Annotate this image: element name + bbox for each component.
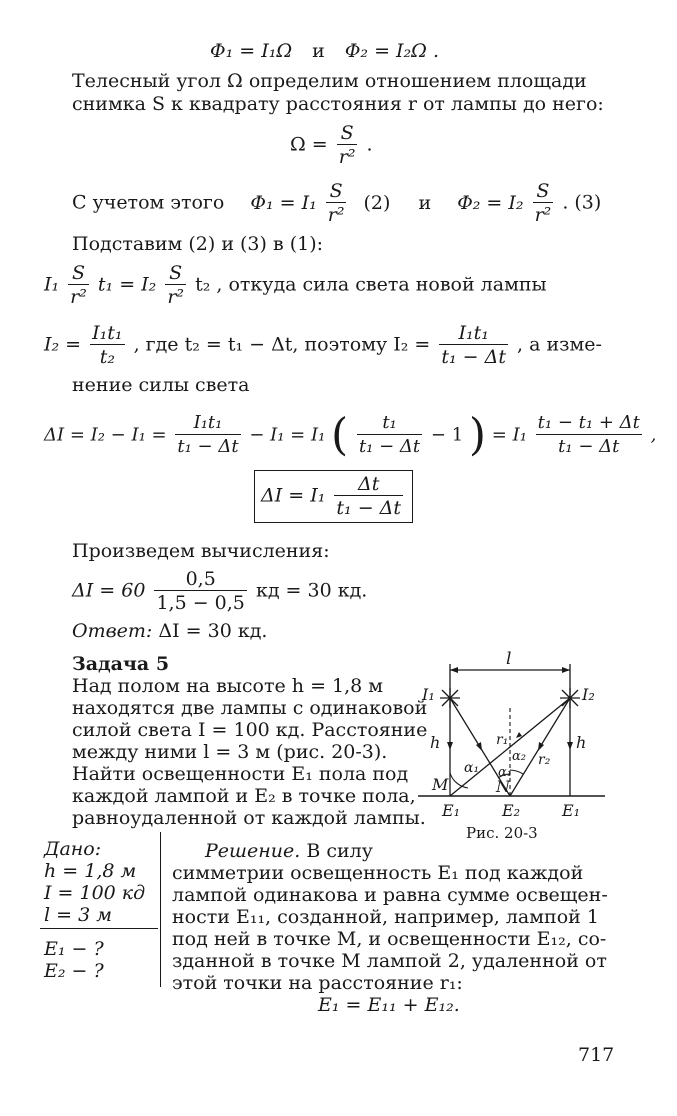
eq-top (210, 40, 439, 62)
solution-formula: E₁ = E₁₁ + E₁₂. (318, 994, 460, 1016)
label-h-right: h (576, 733, 587, 752)
eq-delta-num3: t₁ − t₁ + Δt (537, 412, 640, 433)
para-solid-angle-line2: снимка S к квадрату расстояния r от лампы до него: (72, 93, 604, 115)
label-i2: I₂ (582, 685, 595, 704)
substitute-text: Подставим (2) и (3) в (1): (72, 233, 324, 255)
boxed-result (254, 470, 413, 523)
eq-delta: ΔI = I₂ − I₁ = $\frac{\text{I₁t₁}}{\text{t₁ − Δt}}$ − I₁ = I₁ ( $\frac{\text{t₁}}{\text{t₁ − Δt}}$ − 1 ) = I₁ $\frac{\text{t₁ − t₁ + Δt}}{\text{t₁ − Δt}}$ , (44, 409, 657, 461)
label-n: N (496, 777, 510, 796)
para-solid-angle-line1: Телесный угол Ω определим отношением площади (72, 70, 587, 92)
change-text: нение силы света (72, 374, 250, 396)
boxed-lhs: ΔI = I₁ (261, 484, 326, 507)
problem-line: силой света I = 100 кд. Расстояние (72, 719, 428, 741)
eq-delta-eq: = I₁ (491, 424, 527, 446)
calc-lhs: ΔI = 60 (72, 579, 146, 602)
omega-num: S (340, 122, 354, 144)
eq-delta-den2: t₁ − Δt (358, 436, 421, 457)
label-h-left: h (430, 733, 441, 752)
eq-i-b: t₁ = I₂ (97, 273, 157, 296)
eq-i-frac2 (165, 262, 186, 309)
given-title: Дано: (44, 838, 102, 860)
label-e1-left: E₁ (442, 801, 461, 820)
problem-line: Над полом на высоте h = 1,8 м (72, 675, 384, 697)
solution-first: В силу (306, 840, 373, 862)
eq-i (44, 262, 547, 309)
boxed-den: t₁ − Δt (336, 497, 402, 519)
with-this-text: С учетом этого (72, 191, 225, 214)
label-m: M (432, 775, 449, 794)
eq-delta-frac3 (536, 412, 642, 459)
eq-i2-frac2 (439, 322, 508, 369)
find-item: E₁ − ? (44, 938, 104, 960)
eq-i-num1: S (72, 262, 86, 284)
label-r2: r₂ (538, 752, 551, 768)
answer-value: ΔI = 30 кд. (158, 620, 268, 642)
with-this-label2: (2) (363, 191, 391, 214)
eq-delta-frac1 (175, 412, 240, 459)
with-this-and: и (418, 191, 432, 214)
eq-i2-num2: I₁t₁ (458, 322, 489, 344)
eq-i-den1: r² (70, 286, 87, 308)
solution-line: зданной в точке M лампой 2, удаленной от (172, 950, 607, 972)
eq-i2-mid: , где t₂ = t₁ − Δt, поэтому I₂ = (133, 333, 431, 356)
with-this-frac2 (533, 180, 554, 227)
with-this-num2: S (536, 180, 550, 202)
eq-top-left: Φ₁ = I₁Ω (210, 40, 293, 62)
calc-formula (72, 568, 367, 615)
eq-i2-tail: , а изме- (517, 333, 602, 356)
eq-i2 (44, 322, 602, 369)
label-r1: r₁ (496, 732, 509, 748)
with-this-den1: r² (327, 204, 345, 226)
eq-i2-den1: t₂ (90, 344, 124, 369)
with-this-den2: r² (534, 204, 552, 226)
boxed-frac (334, 473, 403, 520)
label-i1: I₁ (422, 685, 435, 704)
calc-num: 0,5 (185, 568, 216, 590)
with-this-phi1: Φ₁ = I₁ (250, 191, 317, 214)
eq-top-and: и (312, 40, 325, 62)
label-e2: E₂ (502, 801, 521, 820)
with-this-num1: S (329, 180, 343, 202)
label-e1-right: E₁ (562, 801, 581, 820)
given-vertical-divider (160, 832, 161, 987)
label-alpha1: α₁ (464, 760, 480, 776)
calc-den: 1,5 − 0,5 (156, 592, 245, 614)
eq-i2-frac1 (90, 322, 124, 369)
problem-line: Найти освещенности E₁ пола под (72, 763, 409, 785)
omega-fraction (337, 122, 358, 169)
with-this-phi2: Φ₂ = I₂ (457, 191, 524, 214)
calc-frac (154, 568, 246, 615)
with-this-line (72, 180, 601, 227)
figure-caption: Рис. 20-3 (466, 824, 538, 842)
problem-line: равноудаленной от каждой лампы. (72, 807, 426, 829)
eq-i-a: I₁ (44, 273, 60, 296)
eq-delta-tail: , (650, 424, 657, 446)
label-alpha1b: α₁ (498, 765, 512, 780)
calc-tail: кд = 30 кд. (255, 579, 368, 602)
eq-delta-num1: I₁t₁ (193, 412, 223, 433)
problem-line: находятся две лампы с одинаковой (72, 697, 428, 719)
eq-delta-lhs: ΔI = I₂ − I₁ = (44, 424, 167, 446)
answer-label: Ответ: (72, 620, 153, 642)
eq-i2-num1: I₁t₁ (92, 322, 123, 344)
calc-text: Произведем вычисления: (72, 540, 330, 562)
eq-i2-den2: t₁ − Δt (441, 346, 506, 368)
omega-formula (290, 122, 373, 169)
eq-top-right: Φ₂ = I₂Ω . (344, 40, 439, 62)
solution-line: этой точки на расстояние r₁: (172, 972, 463, 994)
eq-delta-frac2 (357, 412, 422, 459)
eq-delta-den1: t₁ − Δt (177, 436, 239, 457)
find-item: E₂ − ? (44, 960, 104, 982)
solution-label: Решение. (205, 840, 301, 862)
given-item: I = 100 кд (44, 882, 146, 904)
given-divider (40, 928, 158, 929)
solution-line: под ней в точке M, и освещенности E₁₂, со- (172, 928, 607, 950)
eq-delta-den3: t₁ − Δt (536, 434, 642, 459)
eq-i-c: t₂ , откуда сила света новой лампы (195, 273, 547, 296)
solution-line: лампой одинакова и равна сумме освещен- (172, 884, 608, 906)
page-number: 717 (578, 1044, 615, 1066)
eq-i-den2: r² (167, 286, 185, 308)
problem-title: Задача 5 (72, 653, 170, 675)
eq-i-frac1 (68, 262, 89, 309)
eq-delta-num2: t₁ (382, 412, 397, 433)
boxed-num: Δt (358, 473, 380, 495)
eq-i-num2: S (169, 262, 183, 284)
problem-line: между ними l = 3 м (рис. 20-3). (72, 741, 388, 763)
omega-tail: . (366, 133, 373, 156)
eq-i2-lhs: I₂ = (44, 333, 82, 356)
figure-20-3 (410, 648, 620, 848)
label-alpha2: α₂ (512, 749, 526, 764)
omega-lhs: Ω = (290, 133, 328, 156)
answer (72, 620, 267, 642)
label-l: l (506, 649, 512, 669)
solution-line: ности E₁₁, созданной, например, лампой 1 (172, 906, 599, 928)
with-this-label3: . (3) (562, 191, 602, 214)
given-item: l = 3 м (44, 904, 112, 926)
omega-den: r² (338, 146, 356, 168)
eq-delta-minus-one: − 1 (430, 424, 464, 446)
solution-first-line (205, 840, 373, 862)
eq-delta-mid: − I₁ = I₁ (249, 424, 326, 446)
solution-line: симметрии освещенность E₁ под каждой (172, 862, 584, 884)
with-this-frac1 (326, 180, 347, 227)
problem-line: каждой лампой и E₂ в точке пола, (72, 785, 416, 807)
given-item: h = 1,8 м (44, 860, 137, 882)
